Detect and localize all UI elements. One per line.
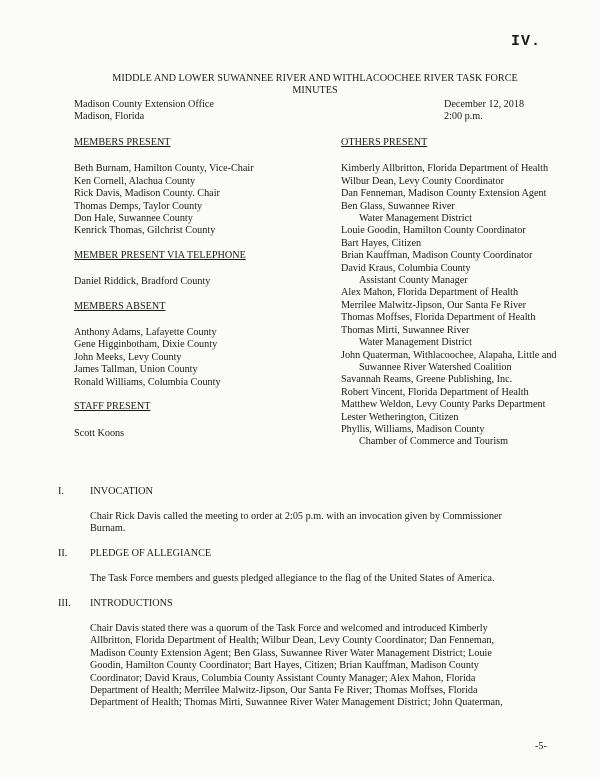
list-item: Louie Goodin, Hamilton County Coordinator bbox=[341, 225, 526, 237]
agenda-item-mark: IV. bbox=[511, 33, 542, 50]
list-item-continuation: Suwannee River Watershed Coalition bbox=[359, 361, 512, 373]
list-item: Ken Cornell, Alachua County bbox=[74, 175, 196, 187]
document-title bbox=[70, 73, 560, 98]
list-item-continuation: Water Management District bbox=[359, 337, 472, 349]
list-item-continuation: Water Management District bbox=[359, 213, 472, 225]
list-item: Ronald Williams, Columbia County bbox=[74, 376, 221, 388]
attendance-right-column bbox=[341, 137, 591, 449]
telephone-list bbox=[74, 276, 324, 288]
section-pledge-text bbox=[90, 573, 548, 585]
page-number: -5- bbox=[535, 741, 547, 752]
list-item: Gene Higginbotham, Dixie County bbox=[74, 339, 218, 351]
meeting-date: December 12, 2018 bbox=[444, 99, 525, 110]
list-item: John Meeks, Levy County bbox=[74, 351, 182, 363]
location-line-1: Madison County Extension Office bbox=[74, 99, 214, 110]
list-item: Wilbur Dean, Levy County Coordinator bbox=[341, 175, 504, 187]
paragraph-line: Chair Rick Davis called the meeting to order at 2:05 p.m. with an invocation given by Commissioner bbox=[90, 511, 502, 522]
list-item: Thomas Mirti, Suwannee River bbox=[341, 324, 470, 336]
list-item: Robert Vincent, Florida Department of Health bbox=[341, 386, 529, 398]
list-item: Thomas Moffses, Florida Department of Health bbox=[341, 312, 536, 324]
telephone-heading: MEMBER PRESENT VIA TELEPHONE bbox=[74, 249, 246, 261]
staff-present-heading: STAFF PRESENT bbox=[74, 401, 151, 413]
title-line-2: MINUTES bbox=[292, 85, 338, 97]
paragraph-line: The Task Force members and guests pledged allegiance to the flag of the United States of America. bbox=[90, 573, 495, 584]
others-present-heading: OTHERS PRESENT bbox=[341, 137, 428, 148]
members-present-heading: MEMBERS PRESENT bbox=[74, 137, 171, 148]
section-title: INVOCATION bbox=[90, 486, 153, 497]
title-line-1: MIDDLE AND LOWER SUWANNEE RIVER AND WITHLACOOCHEE RIVER TASK FORCE bbox=[112, 73, 518, 84]
list-item: Brian Kauffman, Madison County Coordinator bbox=[341, 250, 533, 262]
list-item-continuation: Chamber of Commerce and Tourism bbox=[359, 436, 509, 448]
section-numeral: III. bbox=[58, 598, 71, 609]
paragraph-line: Madison County Extension Agent; Ben Glass, Suwannee River Water Management District; Louie bbox=[90, 647, 492, 659]
list-item: John Quaterman, Withlacoochee, Alapaha, Little and bbox=[341, 349, 557, 361]
staff-present-list bbox=[74, 428, 324, 440]
meeting-time: 2:00 p.m. bbox=[444, 111, 483, 123]
list-item: Scott Koons bbox=[74, 427, 125, 439]
section-numeral: I. bbox=[58, 486, 64, 497]
location-line-2: Madison, Florida bbox=[74, 111, 145, 123]
members-absent-heading: MEMBERS ABSENT bbox=[74, 300, 166, 312]
section-introductions-text bbox=[90, 623, 548, 710]
paragraph-line: Burnam. bbox=[90, 523, 126, 535]
list-item: Don Hale, Suwannee County bbox=[74, 213, 193, 225]
section-title: PLEDGE OF ALLEGIANCE bbox=[90, 548, 212, 559]
list-item: Daniel Riddick, Bradford County bbox=[74, 276, 211, 288]
paragraph-line: Goodin, Hamilton County Coordinator; Bart Hayes, Citizen; Brian Kauffman, Madison County bbox=[90, 660, 479, 672]
paragraph-line: Department of Health; Merrilee Malwitz-Jipson, Our Santa Fe River; Thomas Moffses, Florida bbox=[90, 685, 478, 697]
list-item: Ben Glass, Suwannee River bbox=[341, 200, 455, 212]
paragraph-line: Coordinator; David Kraus, Columbia County Assistant County Manager; Alex Mahon, Florida bbox=[90, 672, 476, 684]
list-item: Phyllis, Williams, Madison County bbox=[341, 423, 485, 435]
paragraph-line: Chair Davis stated there was a quorum of the Task Force and welcomed and introduced Kimberly bbox=[90, 623, 488, 634]
list-item: David Kraus, Columbia County bbox=[341, 262, 471, 274]
members-present-list bbox=[74, 163, 324, 237]
list-item: Merrilee Malwitz-Jipson, Our Santa Fe River bbox=[341, 299, 527, 311]
others-present-list bbox=[341, 163, 591, 448]
section-numeral: II. bbox=[58, 548, 68, 559]
list-item: Dan Fenneman, Madison County Extension Agent bbox=[341, 188, 547, 200]
members-absent-list bbox=[74, 327, 324, 389]
list-item: Rick Davis, Madison County. Chair bbox=[74, 188, 220, 200]
list-item: Bart Hayes, Citizen bbox=[341, 237, 422, 249]
attendance-left-column bbox=[74, 137, 324, 440]
list-item: James Tallman, Union County bbox=[74, 364, 198, 376]
list-item: Thomas Demps, Taylor County bbox=[74, 200, 203, 212]
list-item: Lester Wetherington, Citizen bbox=[341, 411, 459, 423]
meeting-datetime bbox=[444, 99, 524, 124]
paragraph-line: Department of Health; Thomas Mirti, Suwannee River Water Management District; John Quaterman, bbox=[90, 697, 503, 709]
meeting-location bbox=[74, 99, 214, 124]
list-item: Kenrick Thomas, Gilchrist County bbox=[74, 225, 216, 237]
paragraph-line: Allbritton, Florida Department of Health; Wilbur Dean, Levy County Coordinator; Dan Fenneman, bbox=[90, 635, 494, 647]
section-title: INTRODUCTIONS bbox=[90, 598, 173, 609]
section-invocation-text bbox=[90, 511, 548, 536]
list-item: Kimberly Allbritton, Florida Department of Health bbox=[341, 163, 549, 175]
list-item: Savannah Reams, Greene Publishing, Inc. bbox=[341, 374, 513, 386]
list-item: Matthew Weldon, Levy County Parks Department bbox=[341, 399, 546, 411]
list-item-continuation: Assistant County Manager bbox=[359, 275, 468, 287]
list-item: Anthony Adams, Lafayette County bbox=[74, 327, 217, 339]
list-item: Beth Burnam, Hamilton County, Vice-Chair bbox=[74, 163, 254, 175]
list-item: Alex Mahon, Florida Department of Health bbox=[341, 287, 519, 299]
